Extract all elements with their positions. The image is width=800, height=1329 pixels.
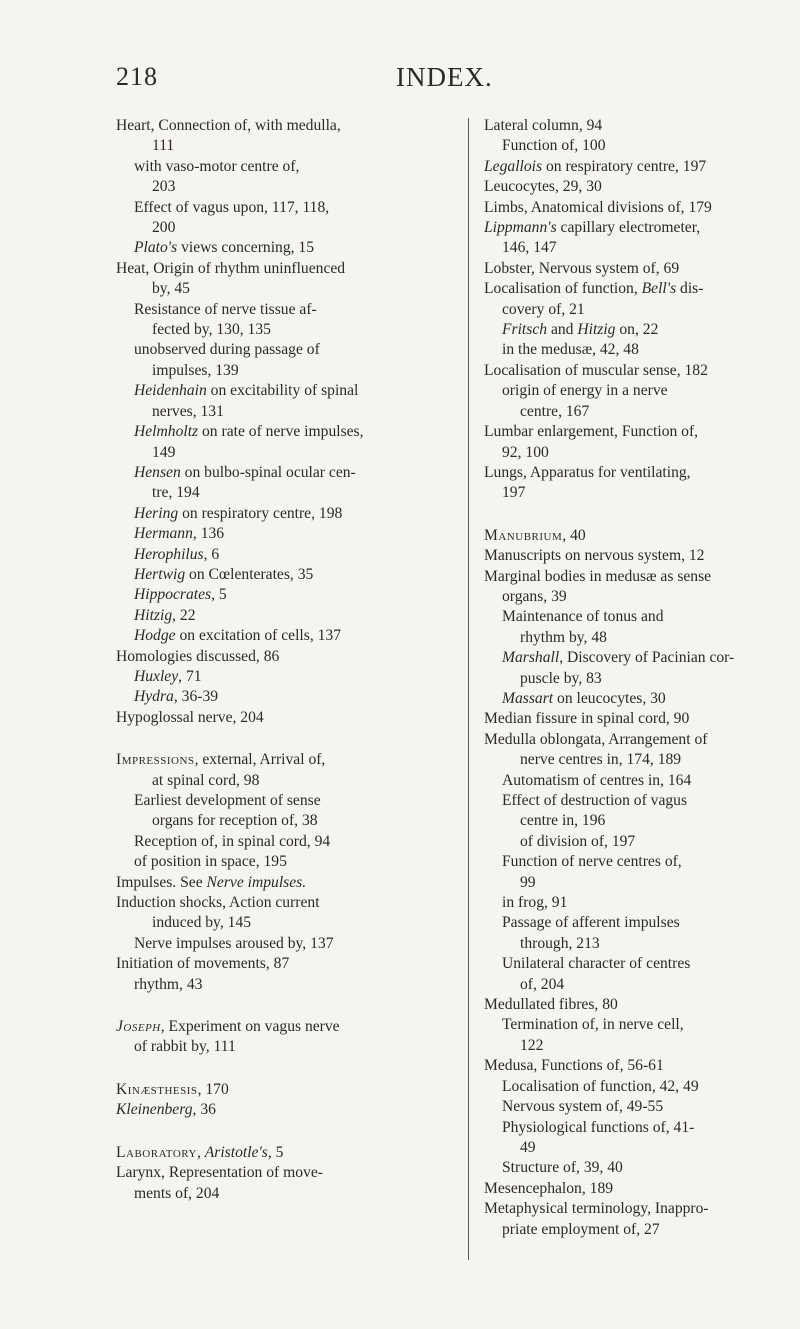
index-entry-text: Hypoglossal nerve, 204 — [116, 708, 264, 726]
index-entry-line — [484, 320, 800, 340]
index-entry-text: 149 — [152, 443, 176, 461]
index-entry-text: centre, 167 — [520, 402, 590, 420]
index-entry-emphasis: Hering — [134, 504, 179, 522]
index-entry-text: Resistance of nerve tissue af- — [134, 300, 317, 318]
index-entry-text: Function of nerve centres of, — [502, 853, 682, 871]
index-entry-line — [484, 709, 800, 729]
index-entry-line — [484, 546, 800, 566]
index-entry-line — [484, 832, 800, 852]
index-entry-text: puscle by, 83 — [520, 669, 602, 687]
index-entry-text: on leucocytes, 30 — [553, 689, 666, 707]
index-entry-line — [484, 852, 800, 872]
index-entry-text: , Experiment on vagus nerve — [160, 1018, 340, 1036]
index-entry-line — [484, 750, 800, 770]
index-entry-text: fected by, 130, 135 — [152, 321, 271, 339]
index-entry-text: Heat, Origin of rhythm uninfluenced — [116, 259, 346, 277]
index-entry-text: Homologies discussed, 86 — [116, 647, 280, 665]
index-entry-line — [484, 934, 800, 954]
column-divider — [468, 118, 469, 1260]
index-entry-text: Termination of, in nerve cell, — [502, 1016, 684, 1034]
index-entry-text: Passage of afferent impulses — [502, 914, 680, 932]
index-entry-emphasis: Lippmann's — [484, 219, 557, 237]
index-entry-emphasis: Fritsch — [502, 321, 548, 339]
index-entry-text: Structure of, 39, 40 — [502, 1159, 623, 1177]
index-entry-line — [484, 811, 800, 831]
index-entry-text: Marginal bodies in medusæ as sense — [484, 567, 712, 585]
index-entry-emphasis: Impressions — [116, 751, 195, 769]
index-entry-text: through, 213 — [520, 934, 600, 952]
index-entry-text: of division of, 197 — [520, 832, 636, 850]
index-entry-line — [484, 1138, 800, 1158]
index-entry-text: in the medusæ, 42, 48 — [502, 341, 639, 359]
index-entry-emphasis: Heidenhain — [134, 382, 207, 400]
index-entry-text: , Discovery of Pacinian cor- — [559, 649, 735, 667]
index-entry-line — [116, 259, 446, 279]
index-entry-line — [116, 279, 446, 299]
index-entry-text: Lateral column, 94 — [484, 117, 603, 134]
index-entry-text: 197 — [502, 484, 526, 502]
index-entry-line — [116, 913, 446, 933]
index-entry-line — [484, 136, 800, 156]
index-entry-text: 200 — [152, 219, 176, 237]
index-entry-text: , 40 — [562, 526, 586, 544]
index-entry-text: Earliest development of sense — [134, 792, 321, 809]
index-entry-line — [116, 606, 446, 626]
index-entry-text: , 136 — [192, 525, 225, 543]
index-entry-text: Manuscripts on nervous system, 12 — [484, 547, 705, 565]
index-entry-line — [484, 1179, 800, 1199]
index-entry-line — [484, 1220, 800, 1240]
index-entry-line — [484, 1097, 800, 1117]
index-entry-text: on Cœlenterates, 35 — [185, 565, 314, 583]
index-entry-text: Medusa, Functions of, 56-61 — [484, 1057, 664, 1075]
index-entry-text: 49 — [520, 1138, 536, 1156]
index-entry-line — [484, 954, 800, 974]
index-entry-line — [116, 361, 446, 381]
index-entry-emphasis: Massart — [502, 689, 554, 707]
index-entry-text: , 71 — [178, 667, 202, 685]
index-entry-line — [116, 136, 446, 156]
index-entry-text: Median fissure in spinal cord, 90 — [484, 710, 690, 728]
index-entry-emphasis: Huxley — [134, 667, 179, 685]
index-entry-text: covery of, 21 — [502, 300, 585, 318]
index-entry-line — [484, 730, 800, 750]
index-entry-text: , 5 — [211, 586, 227, 604]
index-entry-line — [484, 422, 800, 442]
index-entry-line — [116, 198, 446, 218]
index-entry-emphasis: Marshall — [502, 649, 560, 667]
index-entry-text: induced by, 145 — [152, 914, 252, 932]
index-entry-line — [116, 750, 446, 770]
index-entry-line — [484, 340, 800, 360]
index-entry-line — [116, 116, 446, 136]
index-entry-text: ments of, 204 — [134, 1184, 220, 1202]
index-entry-text: Effect of destruction of vagus — [502, 792, 688, 809]
index-entry-line — [484, 157, 800, 177]
index-entry-text: on excitation of cells, 137 — [175, 627, 342, 645]
index-entry-text: capillary electrometer, — [556, 219, 701, 237]
index-entry-text: of, 204 — [520, 975, 565, 993]
page-header — [0, 62, 800, 98]
index-entry-line — [116, 422, 446, 442]
index-entry-text: and — [547, 321, 578, 339]
index-entry-line — [484, 279, 800, 299]
index-entry-line — [116, 238, 446, 258]
index-entry-line — [116, 934, 446, 954]
index-entry-line — [116, 667, 446, 687]
index-entry-text: views concerning, 15 — [177, 239, 315, 257]
index-entry-text: at spinal cord, 98 — [152, 771, 260, 789]
index-entry-line — [484, 893, 800, 913]
index-entry-emphasis: Manubrium — [484, 526, 563, 544]
index-entry-text: , 36 — [192, 1101, 216, 1119]
page-title: INDEX. — [396, 62, 493, 92]
index-entry-line — [484, 689, 800, 709]
index-entry-emphasis: Kleinenberg — [116, 1101, 193, 1119]
index-entry-line — [484, 177, 800, 197]
index-entry-emphasis: Hodge — [134, 627, 176, 645]
index-entry-text: Localisation of function, — [484, 280, 642, 298]
index-entry-text: Lungs, Apparatus for ventilating, — [484, 463, 691, 481]
index-entry-line — [484, 1077, 800, 1097]
index-entry-line — [484, 259, 800, 279]
index-entry-emphasis: Bell's — [641, 280, 677, 298]
index-entry-line — [484, 771, 800, 791]
index-entry-emphasis: Nerve impulses. — [206, 873, 307, 891]
index-entry-line — [484, 483, 800, 503]
index-entry-line — [116, 1163, 446, 1183]
index-entry-text: with vaso-motor centre of, — [134, 157, 300, 175]
index-entry-line — [484, 669, 800, 689]
index-entry-line — [484, 587, 800, 607]
index-entry-text: Effect of vagus upon, 117, 118, — [134, 198, 330, 216]
index-entry-line — [116, 626, 446, 646]
index-entry-line — [116, 1080, 446, 1100]
index-entry-text: Unilateral character of centres — [502, 955, 691, 973]
index-entry-emphasis: Joseph — [116, 1018, 161, 1036]
index-entry-text: tre, 194 — [152, 484, 200, 502]
index-entry-text: Automatism of centres in, 164 — [502, 771, 692, 789]
index-entry-line — [484, 1199, 800, 1219]
index-entry-text: Larynx, Representation of move- — [116, 1164, 323, 1182]
index-entry-emphasis: Kinæsthesis — [116, 1080, 198, 1098]
section-gap — [484, 504, 800, 526]
index-entry-line — [484, 648, 800, 668]
index-entry-text: , 170 — [197, 1080, 229, 1098]
index-entry-line — [484, 361, 800, 381]
index-entry-line — [116, 811, 446, 831]
index-entry-text: Maintenance of tonus and — [502, 608, 664, 626]
index-entry-text: Medulla oblongata, Arrangement of — [484, 730, 708, 748]
section-gap — [116, 1121, 446, 1143]
index-entry-text: Impulses. See — [116, 873, 207, 891]
index-entry-line — [116, 340, 446, 360]
index-entry-line — [484, 567, 800, 587]
index-entry-line — [116, 1143, 446, 1163]
index-entry-text: , — [196, 1143, 205, 1161]
index-entry-line — [116, 873, 446, 893]
index-entry-text: Localisation of function, 42, 49 — [502, 1077, 699, 1095]
index-entry-text: Lobster, Nervous system of, 69 — [484, 259, 680, 277]
index-entry-emphasis: Plato's — [134, 239, 178, 257]
index-entry-emphasis: Hertwig — [134, 565, 186, 583]
index-entry-text: Reception of, in spinal cord, 94 — [134, 832, 331, 850]
index-entry-text: by, 45 — [152, 280, 190, 298]
index-entry-text: rhythm by, 48 — [520, 628, 607, 646]
index-entry-text: organs, 39 — [502, 587, 567, 605]
index-entry-line — [484, 218, 800, 238]
index-entry-text: Localisation of muscular sense, 182 — [484, 361, 708, 379]
index-column-right — [484, 116, 800, 1240]
index-entry-text: 203 — [152, 178, 176, 196]
index-entry-text: on rate of nerve impulses, — [198, 423, 364, 441]
index-entry-line — [116, 954, 446, 974]
index-entry-emphasis: Hydra — [134, 688, 174, 706]
index-entry-line — [116, 483, 446, 503]
index-entry-emphasis: Legallois — [484, 157, 543, 175]
index-entry-text: on, 22 — [615, 321, 659, 339]
index-entry-line — [484, 975, 800, 995]
index-entry-text: , 5 — [267, 1143, 284, 1161]
index-entry-text: unobserved during passage of — [134, 341, 320, 359]
index-entry-emphasis: Hitzig — [134, 606, 173, 624]
index-entry-line — [116, 504, 446, 524]
index-entry-line — [116, 852, 446, 872]
index-entry-text: nerve centres in, 174, 189 — [520, 751, 682, 769]
index-entry-text: 122 — [520, 1036, 544, 1054]
index-entry-line — [484, 873, 800, 893]
index-column-left — [116, 116, 446, 1204]
index-entry-line — [116, 975, 446, 995]
index-entry-text: 111 — [152, 137, 175, 155]
index-entry-line — [116, 402, 446, 422]
index-entry-text: Mesencephalon, 189 — [484, 1179, 614, 1197]
index-entry-line — [484, 238, 800, 258]
index-entry-text: , external, Arrival of, — [194, 751, 326, 769]
index-entry-line — [116, 771, 446, 791]
index-entry-text: in frog, 91 — [502, 894, 568, 912]
index-entry-text: Metaphysical terminology, Inappro- — [484, 1200, 709, 1218]
index-entry-line — [484, 628, 800, 648]
index-entry-line — [116, 647, 446, 667]
index-entry-line — [484, 1036, 800, 1056]
index-entry-text: origin of energy in a nerve — [502, 382, 668, 400]
index-entry-line — [116, 708, 446, 728]
index-entry-line — [116, 300, 446, 320]
index-entry-line — [484, 791, 800, 811]
index-entry-line — [484, 300, 800, 320]
index-entry-text: impulses, 139 — [152, 361, 239, 379]
index-entry-line — [484, 198, 800, 218]
index-entry-emphasis: Hitzig — [577, 321, 616, 339]
index-entry-text: rhythm, 43 — [134, 975, 203, 993]
index-entry-text: Initiation of movements, 87 — [116, 955, 290, 973]
index-entry-line — [116, 443, 446, 463]
index-entry-emphasis: Laboratory — [116, 1143, 197, 1161]
section-gap — [116, 1058, 446, 1080]
index-entry-line — [116, 545, 446, 565]
index-entry-line — [116, 791, 446, 811]
index-entry-line — [484, 526, 800, 546]
index-entry-emphasis: Hermann — [134, 525, 193, 543]
index-entry-text: Medullated fibres, 80 — [484, 996, 618, 1014]
index-entry-text: of position in space, 195 — [134, 853, 287, 871]
index-entry-text: , 22 — [172, 606, 196, 624]
index-entry-text: organs for reception of, 38 — [152, 812, 318, 830]
index-entry-line — [484, 402, 800, 422]
index-entry-line — [484, 443, 800, 463]
page-number: 218 — [116, 62, 158, 91]
index-entry-text: Heart, Connection of, with medulla, — [116, 117, 341, 134]
index-entry-line — [116, 320, 446, 340]
index-entry-text: Function of, 100 — [502, 137, 606, 155]
index-entry-line — [484, 913, 800, 933]
index-entry-emphasis: Herophilus — [134, 545, 204, 563]
index-entry-line — [116, 157, 446, 177]
index-entry-text: 92, 100 — [502, 443, 549, 461]
index-entry-line — [116, 218, 446, 238]
section-gap — [116, 995, 446, 1017]
index-entry-line — [116, 177, 446, 197]
index-entry-text: Limbs, Anatomical divisions of, 179 — [484, 198, 712, 216]
index-entry-line — [484, 995, 800, 1015]
index-entry-text: of rabbit by, 111 — [134, 1038, 236, 1056]
index-entry-emphasis: Hensen — [134, 463, 181, 481]
index-entry-text: Leucocytes, 29, 30 — [484, 178, 602, 196]
index-entry-line — [116, 893, 446, 913]
index-entry-text: Nervous system of, 49-55 — [502, 1098, 664, 1116]
index-entry-line — [484, 381, 800, 401]
index-entry-line — [116, 687, 446, 707]
index-entry-text: on respiratory centre, 197 — [542, 157, 707, 175]
index-entry-line — [484, 463, 800, 483]
index-entry-line — [116, 463, 446, 483]
index-entry-line — [484, 1015, 800, 1035]
index-entry-emphasis: Hippocrates — [134, 586, 212, 604]
index-entry-line — [116, 565, 446, 585]
index-entry-emphasis: Helmholtz — [134, 423, 199, 441]
index-entry-line — [116, 1184, 446, 1204]
index-entry-line — [484, 1158, 800, 1178]
index-entry-line — [116, 1017, 446, 1037]
index-entry-line — [116, 1037, 446, 1057]
index-entry-text: on excitability of spinal — [206, 382, 359, 400]
index-entry-text: , 36-39 — [173, 688, 219, 706]
index-entry-text: on bulbo-spinal ocular cen- — [180, 463, 356, 481]
index-entry-text: dis- — [676, 280, 704, 298]
index-entry-line — [116, 1100, 446, 1120]
index-entry-text: Induction shocks, Action current — [116, 894, 320, 912]
index-entry-text: 146, 147 — [502, 239, 557, 257]
index-entry-line — [484, 116, 800, 136]
index-entry-line — [116, 585, 446, 605]
index-entry-text: , 6 — [203, 545, 220, 563]
index-entry-text: centre in, 196 — [520, 812, 606, 830]
index-entry-emphasis: Aristotle's — [204, 1143, 268, 1161]
index-entry-line — [484, 1118, 800, 1138]
index-entry-text: Lumbar enlargement, Function of, — [484, 423, 699, 441]
index-entry-line — [116, 381, 446, 401]
index-entry-text: 99 — [520, 873, 536, 891]
index-entry-text: nerves, 131 — [152, 402, 224, 420]
index-entry-text: Nerve impulses aroused by, 137 — [134, 934, 334, 952]
index-entry-text: Physiological functions of, 41- — [502, 1118, 695, 1136]
index-entry-line — [116, 832, 446, 852]
index-entry-line — [484, 1056, 800, 1076]
section-gap — [116, 728, 446, 750]
index-entry-line — [484, 607, 800, 627]
index-entry-text: priate employment of, 27 — [502, 1220, 660, 1238]
index-entry-text: on respiratory centre, 198 — [178, 504, 343, 522]
index-entry-line — [116, 524, 446, 544]
